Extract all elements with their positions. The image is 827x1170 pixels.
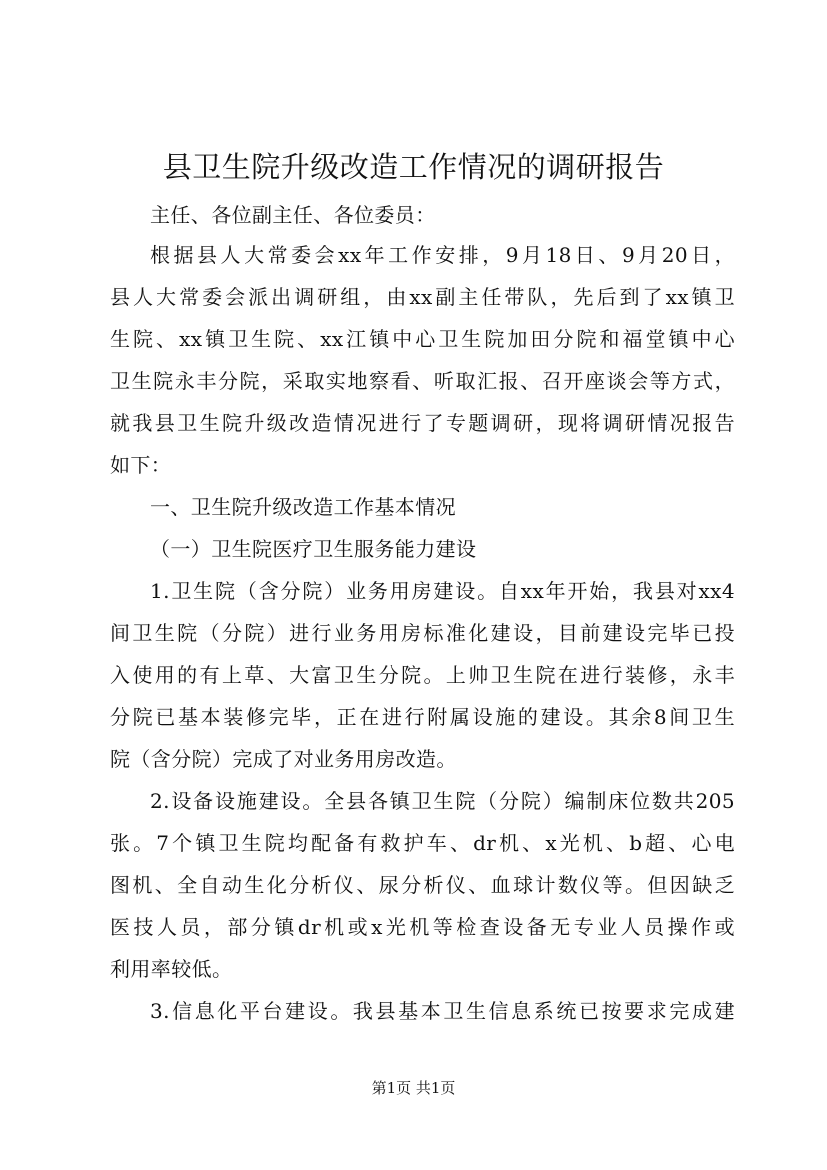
section-heading: 一、卫生院升级改造工作基本情况 bbox=[150, 495, 456, 519]
paragraph-line: 入使用的有上草、大富卫生分院。上帅卫生院在进行装修，永丰 bbox=[110, 663, 735, 687]
paragraph-line: 就我县卫生院升级改造情况进行了专题调研，现将调研情况报告 bbox=[110, 411, 735, 435]
paragraph-line: 3.信息化平台建设。我县基本卫生信息系统已按要求完成建 bbox=[150, 999, 735, 1023]
paragraph-line: 2.设备设施建设。全县各镇卫生院（分院）编制床位数共205 bbox=[150, 789, 735, 813]
paragraph-line: 院（含分院）完成了对业务用房改造。 bbox=[110, 747, 457, 771]
paragraph-line: 根据县人大常委会xx年工作安排，9月18日、9月20日， bbox=[150, 243, 735, 267]
paragraph-line: 间卫生院（分院）进行业务用房标准化建设，目前建设完毕已投 bbox=[110, 621, 735, 645]
paragraph-line: 如下： bbox=[110, 453, 172, 477]
paragraph-line: 生院、xx镇卫生院、xx江镇中心卫生院加田分院和福堂镇中心 bbox=[110, 327, 735, 351]
paragraph-line: 1.卫生院（含分院）业务用房建设。自xx年开始，我县对xx4 bbox=[150, 579, 735, 603]
page-footer: 第1页 共1页 bbox=[371, 1079, 456, 1097]
paragraph-line: 分院已基本装修完毕，正在进行附属设施的建设。其余8间卫生 bbox=[110, 705, 735, 729]
salutation: 主任、各位副主任、各位委员： bbox=[150, 203, 436, 227]
document-title: 县卫生院升级改造工作情况的调研报告 bbox=[162, 150, 665, 184]
paragraph-line: 卫生院永丰分院，采取实地察看、听取汇报、召开座谈会等方式， bbox=[110, 369, 735, 393]
paragraph-line: 张。7个镇卫生院均配备有救护车、dr机、x光机、b超、心电 bbox=[110, 831, 735, 855]
paragraph-line: 医技人员，部分镇dr机或x光机等检查设备无专业人员操作或 bbox=[110, 915, 735, 939]
paragraph-line: 县人大常委会派出调研组，由xx副主任带队，先后到了xx镇卫 bbox=[110, 285, 735, 309]
paragraph-line: 图机、全自动生化分析仪、尿分析仪、血球计数仪等。但因缺乏 bbox=[110, 873, 735, 897]
paragraph-line: 利用率较低。 bbox=[110, 957, 233, 981]
subsection-heading: （一）卫生院医疗卫生服务能力建设 bbox=[150, 537, 477, 561]
